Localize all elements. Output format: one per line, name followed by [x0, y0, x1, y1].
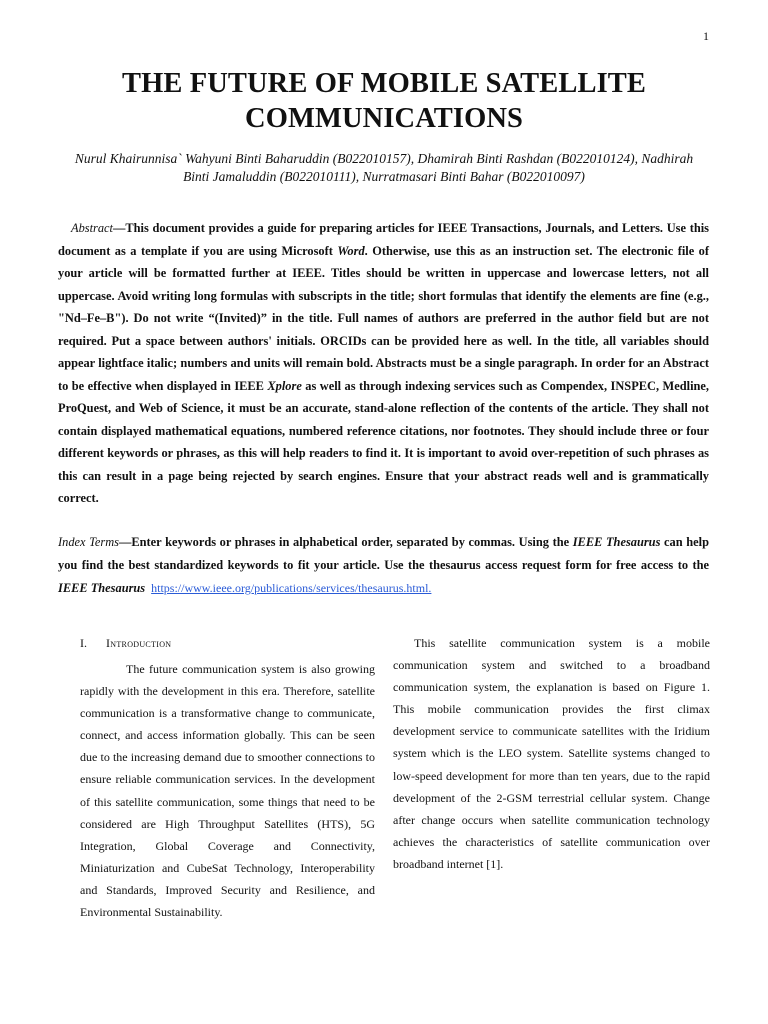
authors-line-1: Nurul Khairunnisa` Wahyuni Binti Baharuddin (B022010157), Dhamirah Binti Rashdan (B022010124), Nadhirah — [74, 151, 694, 166]
left-column — [80, 634, 375, 923]
index-terms-text-1: Enter keywords or phrases in alphabetical order, separated by commas. Using the — [131, 535, 573, 549]
index-terms-thesaurus-2: IEEE Thesaurus — [58, 581, 146, 595]
index-terms-text-2: can help you find the best standardized keywords to fit your article. Use the thesaurus access request form for free access to the — [58, 535, 709, 572]
section-number: I. — [80, 636, 87, 650]
author-list — [40, 150, 728, 186]
index-terms-dash: — — [119, 535, 132, 549]
index-terms-thesaurus-1: IEEE Thesaurus — [572, 535, 661, 549]
abstract-word: Word — [337, 243, 365, 258]
intro-paragraph-right: This satellite communication system is a mobile communication system and switched to a broadband communication system, the explanation is based on Figure 1. This mobile communication provides the first climax development service to communicate satellites with the Iridium system which is the LEO system. Satellite systems changed to low-speed development for more than ten years, due to the rapid development of the 2-GSM terrestrial cellular system. Change after change occurs when satellite communication technology achieves the characteristics of satellite communication over broadband internet [1]. — [393, 636, 710, 871]
authors-line-2: Binti Jamaluddin (B022010111), Nurratmasari Binti Bahar (B022010097) — [183, 169, 585, 184]
abstract-xplore: Xplore — [267, 378, 302, 393]
abstract-text-2: . Otherwise, use this as an instruction set. The electronic file of your article will be formatted further at IEEE. Titles should be written in uppercase and lowercase letters, not all uppercase. Avoid writing long formulas with subscripts in the title; short formulas that identify the elements are fine (e.g., "Nd–Fe–B"). Do not write “(Invited)” in the title. Full names of authors are preferred in the author field but are not required. Put a space between authors' initials. ORCIDs can be provided here as well. In the title, all variables should appear lightface italic; numbers and units will remain bold. Abstracts must be a single paragraph. In order for an Abstract to be effective when displayed in IEEE — [58, 243, 709, 393]
right-column — [393, 632, 710, 875]
title-line-2: COMMUNICATIONS — [245, 103, 523, 134]
abstract-label: Abstract — [71, 221, 113, 235]
paper-title — [40, 66, 728, 136]
abstract-dash: — — [113, 221, 126, 235]
section-heading-introduction — [80, 634, 375, 652]
index-terms — [58, 531, 709, 600]
page-number: 1 — [703, 29, 709, 43]
title-line-1: THE FUTURE OF MOBILE SATELLITE — [121, 68, 647, 99]
section-title: Introduction — [106, 636, 172, 650]
abstract-text-1: This document provides a guide for preparing articles for IEEE Transactions, Journals, and Letters. Use this document as a template if you are using Microsoft — [58, 221, 709, 258]
thesaurus-link[interactable]: https://www.ieee.org/publications/services/thesaurus.html. — [151, 581, 432, 595]
intro-paragraph-left: The future communication system is also growing rapidly with the development in this era. Therefore, satellite communication is a transformative change to communicate, connect, and access information globally. This can be seen due to the increasing demand due to smoother connections to ensure reliable communication services. In the development of this satellite communication, some things that need to be considered are High Throughput Satellites (HTS), 5G Integration, Global Coverage and Connectivity, Miniaturization and CubeSat Technology, Interoperability and Standards, Improved Security and Resilience, and Environmental Sustainability. — [80, 662, 375, 920]
index-terms-label: Index Terms — [58, 535, 119, 549]
abstract — [58, 217, 709, 510]
abstract-text-3: as well as through indexing services such as Compendex, INSPEC, Medline, ProQuest, and Web of Science, it must be an accurate, stand-alone reflection of the contents of the article. They shall not contain displayed mathematical equations, numbered reference citations, nor footnotes. They should include three or four different keywords or phrases, as this will help readers to find it. It is important to avoid over-repetition of such phrases as this can result in a page being rejected by search engines. Ensure that your abstract reads well and is grammatically correct. — [58, 378, 709, 505]
